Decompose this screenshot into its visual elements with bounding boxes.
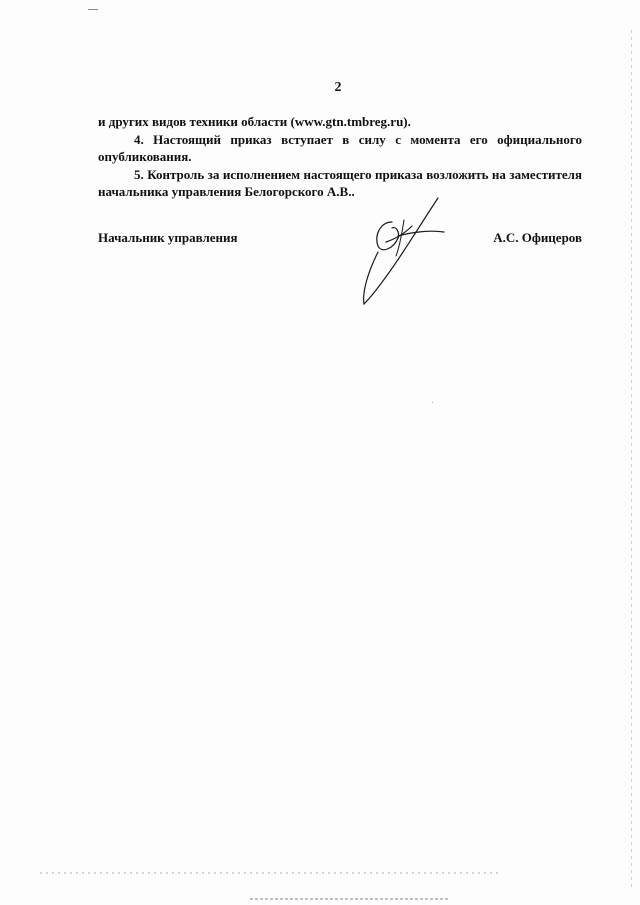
scan-noise-line: [40, 872, 500, 874]
page-number: 2: [334, 80, 342, 95]
signatory-title: Начальник управления: [98, 230, 238, 245]
scan-speck: [432, 402, 433, 403]
paragraph-item-4: 4. Настоящий приказ вступает в силу с момента его официального опубликования.: [98, 131, 582, 164]
handwritten-signature: [352, 192, 462, 312]
scan-mark: [88, 9, 98, 10]
signatory-name: А.С. Офицеров: [493, 230, 582, 245]
scan-noise-line: [250, 898, 450, 900]
paragraph-continuation: и других видов техники области (www.gtn.tmbreg.ru).: [98, 114, 411, 129]
scan-edge: [631, 30, 632, 890]
paragraph-item-5: 5. Контроль за исполнением настоящего приказа возложить на заместителя начальника управления Белогорского А.В..: [98, 166, 582, 199]
body-text: [98, 113, 582, 201]
